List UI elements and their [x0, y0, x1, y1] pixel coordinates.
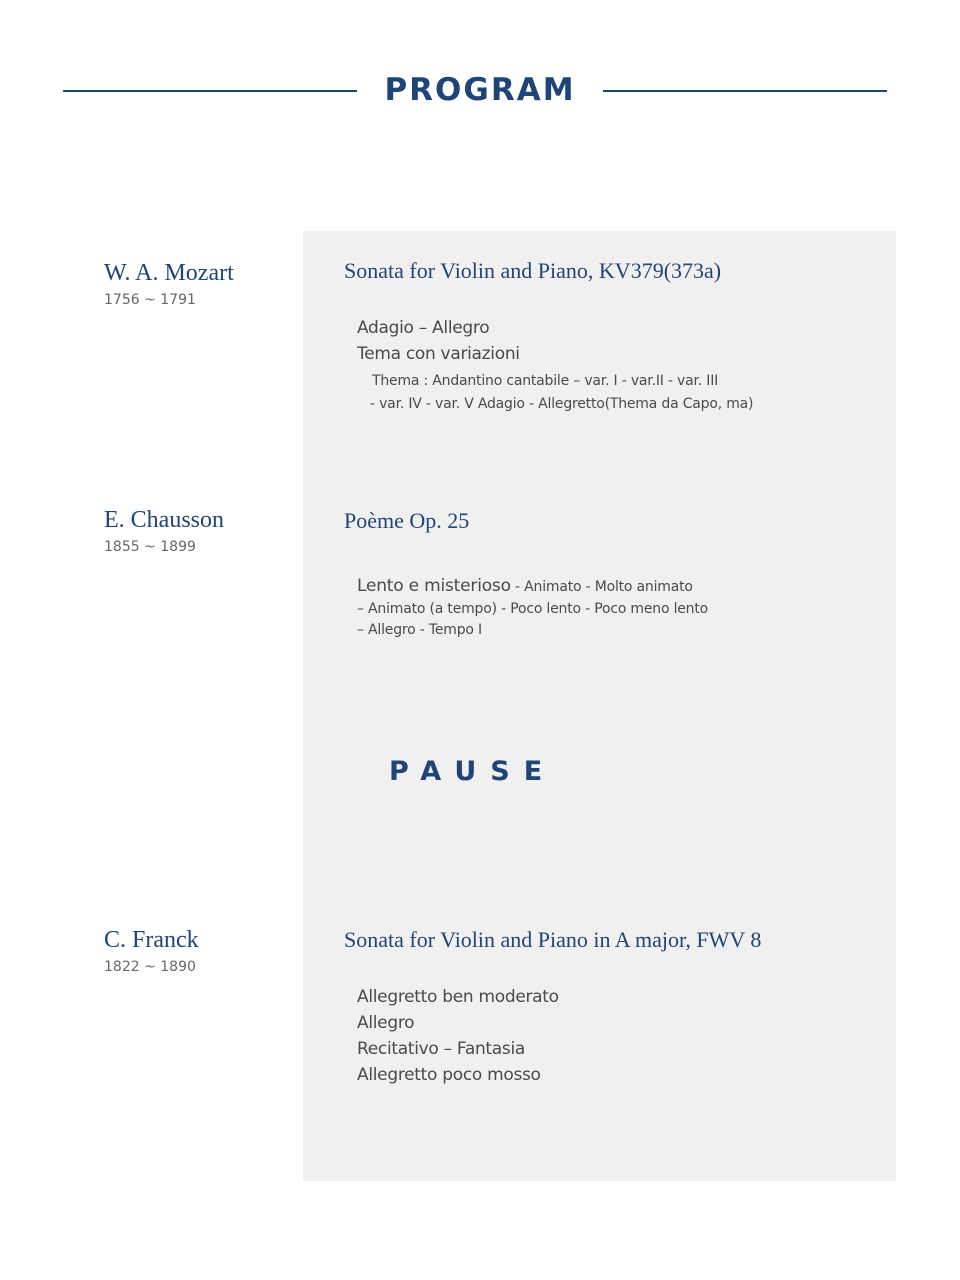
- composer-franck: [104, 925, 199, 975]
- composer-years: 1822 ~ 1890: [104, 959, 196, 975]
- movement: – Animato (a tempo) - Poco lento - Poco meno lento: [357, 601, 709, 617]
- movement: Allegretto ben moderato: [357, 987, 559, 1007]
- composer-name: E. Chausson: [104, 507, 224, 533]
- movement: Lento e misterioso: [357, 576, 511, 596]
- movement: - Animato - Molto animato: [515, 579, 693, 595]
- movement: Allegretto poco mosso: [357, 1065, 541, 1085]
- header-rule-right: [603, 90, 887, 92]
- composer-years: 1756 ~ 1791: [104, 292, 196, 308]
- movement: Allegro: [357, 1013, 415, 1033]
- composer-name: W. A. Mozart: [104, 260, 234, 286]
- movement: Recitativo – Fantasia: [357, 1039, 526, 1059]
- movement: – Allegro - Tempo I: [357, 622, 482, 638]
- composer-years: 1855 ~ 1899: [104, 539, 196, 555]
- movement: Adagio – Allegro: [357, 318, 490, 338]
- work-title: Sonata for Violin and Piano in A major, FWV 8: [344, 927, 762, 952]
- movement: - var. IV - var. V Adagio - Allegretto(Thema da Capo, ma): [370, 396, 754, 412]
- composer-mozart: [104, 258, 234, 308]
- work-title: Sonata for Violin and Piano, KV379(373a): [344, 258, 722, 283]
- work-title: Poème Op. 25: [344, 508, 470, 533]
- composer-name: C. Franck: [104, 927, 199, 953]
- movement: Thema : Andantino cantabile – var. I - var.II - var. III: [372, 373, 719, 389]
- page-title: PROGRAM: [384, 72, 576, 108]
- pause-label: PAUSE: [389, 756, 557, 787]
- movement-line: [357, 576, 693, 596]
- movement: Tema con variazioni: [357, 344, 520, 364]
- composer-chausson: [104, 505, 224, 555]
